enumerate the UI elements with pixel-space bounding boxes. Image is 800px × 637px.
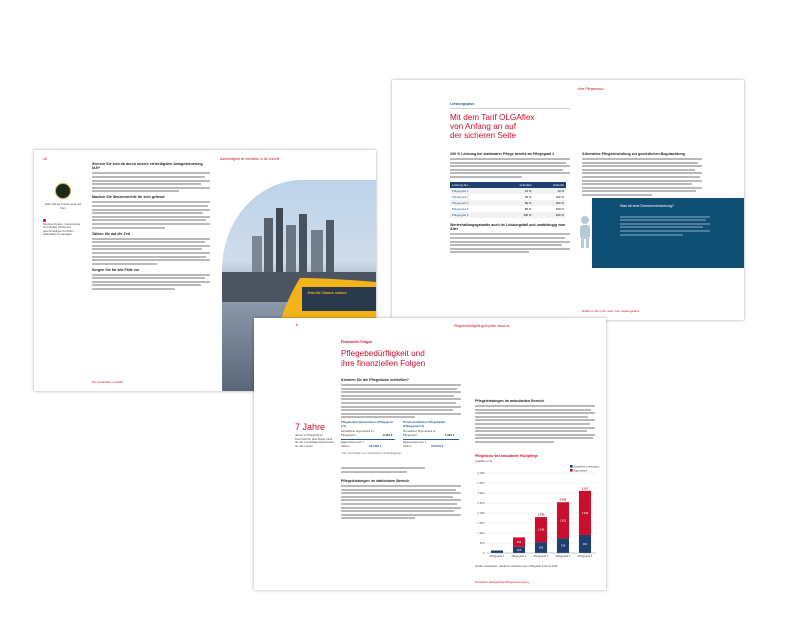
page-title bbox=[341, 349, 425, 368]
right-col-2 bbox=[582, 152, 702, 198]
bar-value-label: 728 bbox=[560, 544, 566, 548]
x-tick-label: Pflegegrad 4 bbox=[555, 555, 571, 558]
y-tick-label: 4.000 bbox=[477, 471, 485, 475]
section-heading-ias: Sichern Sie sich ab durch unsere vielseitigsten Anlagesteuerung IAS+ bbox=[92, 162, 203, 171]
footer-link[interactable]: Die Fondsfakt im Detail bbox=[92, 380, 124, 384]
bar-value-label: 2.206 bbox=[581, 511, 589, 515]
bar-value-label: 901 bbox=[582, 542, 588, 546]
page-number: 16 bbox=[43, 157, 47, 161]
page-number: 8 bbox=[296, 323, 298, 327]
logo-caption: aktiv hält die Fonds-rente auf Kurs bbox=[44, 202, 82, 211]
table-cell: 50 % bbox=[524, 200, 532, 205]
table-cell: 80 % bbox=[524, 206, 532, 211]
title-divider bbox=[450, 108, 570, 109]
page-title bbox=[450, 113, 534, 140]
calc-right-value-2: 160.944 € bbox=[431, 444, 444, 449]
y-tick-label: 1.000 bbox=[477, 531, 485, 535]
bar-value-label: 316 bbox=[516, 548, 522, 552]
chart-source: Quelle: Assekurata · Studie zur Absicherung im Pflegefall, Februar 2020 bbox=[475, 565, 558, 568]
table-header: ambulant bbox=[519, 182, 532, 187]
table-cell: Pflegegrad 5 bbox=[452, 212, 469, 217]
bar-value-label: 1.812 bbox=[559, 519, 567, 523]
calc-left-value-1: 2.201 € bbox=[383, 433, 393, 438]
heading-pflegeeinstufung: Alternative Pflegeeinstufung zur gesetzlichen Begutachtung bbox=[582, 152, 685, 156]
heading-100-percent: 100 % Leistung bei stationärer Pflege bereits ab Pflegegrad 2 bbox=[450, 152, 555, 156]
bottom-col-1 bbox=[341, 378, 461, 521]
fund-logo bbox=[55, 183, 71, 199]
calc-right-value-1: 1.916 € bbox=[445, 433, 455, 438]
bottom-col-2 bbox=[475, 399, 595, 445]
chart-title: Pflegelücke bei ambulanter Fachpflege bbox=[475, 454, 538, 458]
table-cell: 30 % bbox=[524, 194, 532, 199]
calc-right-title: Durchschnittlicher Pflegebedarf (Pflegegrad 2-5) bbox=[403, 420, 446, 428]
stat-text: dauert im Pflegefall im Durchschnitt. Das kostet mehr als ein vorsichtiges Einkommen für das Leben! bbox=[295, 433, 335, 448]
page-title-line-1: Mit dem Tarif OLGAflex bbox=[450, 113, 535, 122]
page-title-line-3: der sicheren Seite bbox=[450, 131, 516, 140]
bar-value-label: 545 bbox=[538, 546, 544, 550]
brochure-page-bottom bbox=[254, 318, 606, 590]
table-header: stationär bbox=[552, 182, 564, 187]
page-header: Pflegebedürftigkeit geht jeden etwas an bbox=[454, 324, 510, 328]
bar-total-label: 2.540 bbox=[559, 498, 567, 502]
y-tick-label: 2.000 bbox=[477, 511, 485, 515]
demenz-info-box bbox=[592, 198, 744, 268]
y-tick-label: 500 bbox=[479, 541, 485, 545]
side-note-text: Niedrige Kosten, transparente und flexible Strukturen, geschmeidiges Portfolio – nachhaltig zu managen. bbox=[43, 221, 81, 237]
calc-left-value-2: 184.884 € bbox=[369, 444, 382, 449]
callout-box bbox=[302, 287, 376, 311]
table-cell: Pflegegrad 2 bbox=[452, 194, 469, 199]
stat-value: 7 Jahre bbox=[295, 422, 326, 432]
table-cell: 10 % bbox=[524, 188, 532, 193]
y-tick-label: 3.000 bbox=[477, 491, 485, 495]
table-cell: Pflegegrad 4 bbox=[452, 206, 469, 211]
text-column bbox=[92, 162, 210, 292]
bar-segment bbox=[491, 551, 503, 554]
page-header: Nachhaltigkeit ist Investition in die Zukunft bbox=[220, 157, 280, 161]
y-tick-label: 0 bbox=[482, 551, 485, 555]
footer-link[interactable]: Erfahren Sie noch mehr zum Leistungsplus bbox=[582, 309, 640, 313]
heading-ambulant: Pflegeleistungen im ambulanten Bereich bbox=[475, 399, 545, 403]
table-cell: 100 % bbox=[555, 212, 564, 217]
footer-link[interactable]: OLGAflex Einzigartige Pflegeversorgung bbox=[475, 580, 529, 584]
callout-title: Jetzt die Chance nutzen! bbox=[307, 291, 347, 295]
table-cell: 100 % bbox=[555, 194, 564, 199]
cost-calculation bbox=[341, 421, 461, 465]
table-cell: 10 % bbox=[557, 188, 564, 193]
page-title-line-2: von Anfang an auf bbox=[450, 122, 517, 131]
section-heading-zeit: Zählen Sie auf die Zeit bbox=[92, 231, 130, 236]
bar-value-label: 1.249 bbox=[537, 528, 545, 532]
chart-subtitle: Angaben in € bbox=[475, 459, 493, 463]
section-heading-vorsorge: Sorgen Sie für alle Fälle vor bbox=[92, 267, 140, 272]
x-tick-label: Pflegegrad 3 bbox=[533, 555, 549, 558]
person-icon bbox=[577, 215, 593, 249]
page-header: Ihrer Pflegeschutz bbox=[578, 87, 604, 91]
care-gap-bar-chart bbox=[472, 463, 600, 563]
legend-swatch bbox=[570, 469, 573, 472]
y-tick-label: 2.500 bbox=[477, 501, 485, 505]
x-tick-label: Pflegegrad 5 bbox=[577, 555, 593, 558]
section-heading-steuer: Machen Sie Steuervorteile für sich geltend bbox=[92, 195, 165, 200]
bar-total-label: 1.794 bbox=[537, 513, 545, 517]
table-cell: 100 % bbox=[555, 206, 564, 211]
y-tick-label: 1.500 bbox=[477, 521, 485, 525]
legend-swatch bbox=[570, 465, 573, 468]
calc-left-label-1: Monatlicher Eigenanteil im Pflegeheim* bbox=[341, 429, 374, 437]
calc-right-label-1: Monatlicher Eigenanteil im Pflegeheim* bbox=[403, 429, 436, 437]
table-cell: Pflegegrad 3 bbox=[452, 200, 469, 205]
side-note bbox=[43, 219, 81, 237]
section-label: Leistungsplus bbox=[450, 102, 475, 106]
bar-total-label: 3.107 bbox=[581, 487, 589, 491]
heading-werterhaltung: Werterhaltungsgarantie auch im Leistungsfall und unabhängig vom Alter bbox=[450, 222, 566, 232]
demenz-box-title: Was ist eine Demenzerkrankung? bbox=[620, 204, 674, 208]
page-title-line-1: Pflegebedürftigkeit und bbox=[341, 349, 425, 358]
calc-left-label-2: Eigenanteil nach 7 Jahren bbox=[341, 440, 365, 448]
heading-pflegeluecke: Könnten Sie die Pflegelücke schließen? bbox=[341, 378, 409, 382]
bar-value-label: 463 bbox=[516, 541, 522, 545]
legend-label: Staatliche Leistungen bbox=[573, 465, 600, 469]
table-cell: 100 % bbox=[523, 212, 532, 217]
calc-left-title: Pflegebedarf Rentenhaben (Pflegegrad 2-5) bbox=[341, 420, 393, 428]
benefit-table bbox=[450, 182, 566, 218]
y-tick-label: 3.500 bbox=[477, 481, 485, 485]
stat-block bbox=[295, 422, 335, 448]
page-title-line-2: ihre finanziellen Folgen bbox=[341, 358, 426, 368]
calc-right-label-2: Eigenanteil nach 7 Jahren bbox=[403, 440, 427, 448]
heading-stationaer: Pflegeleistungen im stationären Bereich bbox=[341, 478, 410, 483]
right-col-1 bbox=[450, 152, 570, 255]
table-cell: 100 % bbox=[555, 200, 564, 205]
x-tick-label: Pflegegrad 2 bbox=[511, 555, 527, 558]
x-tick-label: Pflegegrad 1 bbox=[489, 555, 505, 558]
section-label: Finanzielle Folgen bbox=[341, 340, 373, 344]
legend-label: Eigenanteil bbox=[573, 469, 587, 473]
table-header: Leistung bei ... bbox=[452, 182, 471, 187]
calc-footnote: * inkl. Pauschalen (u.a. Unterkunft und Verpflegung) bbox=[341, 452, 401, 456]
table-row bbox=[450, 212, 566, 218]
brochure-page-right bbox=[392, 80, 744, 320]
table-cell: Pflegegrad 1 bbox=[452, 188, 469, 193]
